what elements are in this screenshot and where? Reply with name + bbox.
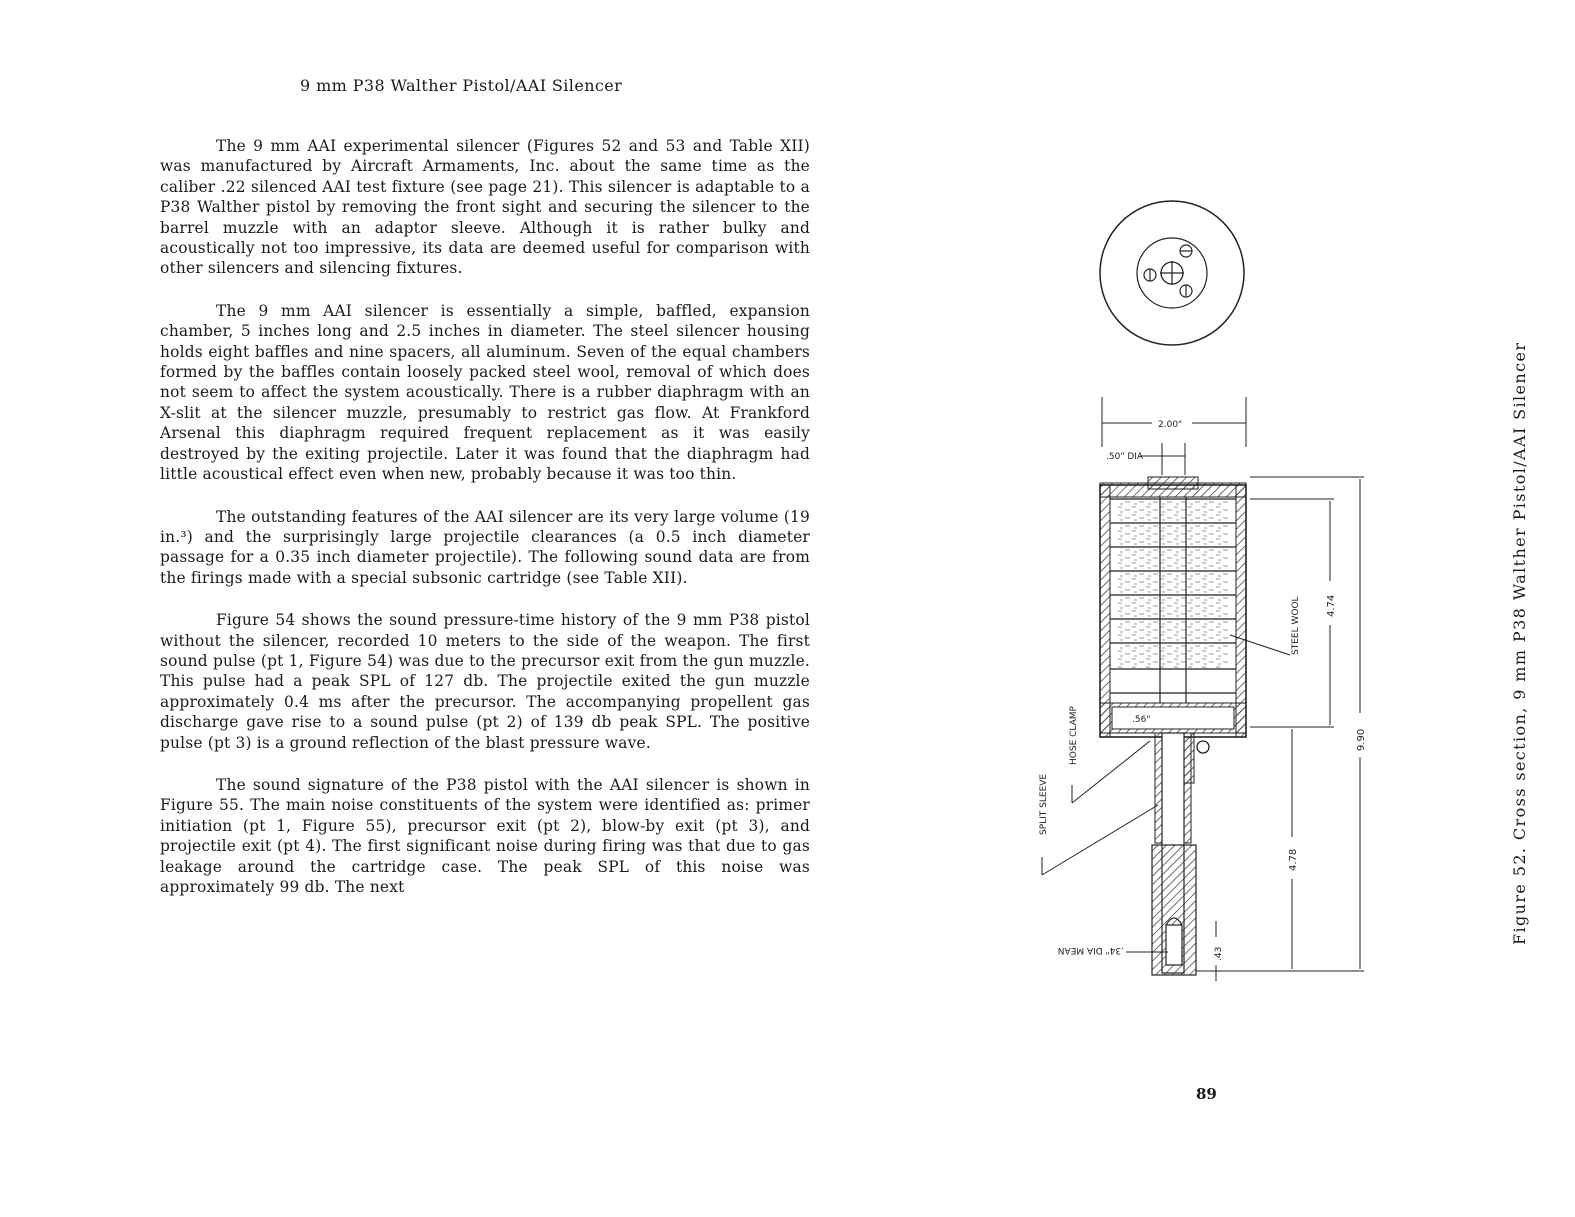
silencer-cross-section-drawing [1020,185,1400,1009]
figure-caption: Figure 52. Cross section, 9 mm P38 Walther Pistol/AAI Silencer [1510,341,1529,945]
top-width-label: 2.00" [1158,420,1183,430]
bore-dia-label: .50" DIA [1106,452,1144,462]
base-dim-label: .43 [1214,946,1224,961]
height-lower-label: 4.78 [1288,848,1299,871]
hose-clamp-label: HOSE CLAMP [1069,706,1079,765]
body-text [160,136,810,919]
end-view [1100,201,1244,345]
paragraph-silenced-signature: The sound signature of the P38 pistol with the AAI silencer is shown in Figure 55. The main noise constituents of the system were identified as: primer initiation (pt 1, Figure 55), precursor exit (pt 2), blow-by exit (pt 3), and projectile exit (pt 4). The first significant noise during firing was that due to gas leakage around the cartridge case. The peak SPL of this noise was approximately 99 db. The next [160,775,810,896]
page-title: 9 mm P38 Walther Pistol/AAI Silencer [300,76,623,95]
paragraph-intro: The 9 mm AAI experimental silencer (Figures 52 and 53 and Table XII) was manufactured by Aircraft Armaments, Inc. about the same time as the caliber .22 silenced AAI test fixture (see page 21). This silencer is adaptable to a P38 Walther pistol by removing the front sight and securing the silencer to the barrel muzzle with an adaptor sleeve. Although it is rather bulky and acoustically not too impressive, its data are deemed useful for comparison with other silencers and silencing fixtures. [160,137,810,278]
page-number: 89 [1196,1085,1217,1103]
height-upper-label: 4.74 [1326,594,1337,617]
paragraph-unsilenced-signature: Figure 54 shows the sound pressure-time history of the 9 mm P38 pistol without the silencer, recorded 10 meters to the side of the weapon. The first sound pulse (pt 1, Figure 54) was due to the precursor exit from the gun muzzle. This pulse had a peak SPL of 127 db. The projectile exited the gun muzzle approximately 0.4 ms after the precursor. The accompanying propellent gas discharge gave rise to a sound pulse (pt 2) of 139 db peak SPL. The positive pulse (pt 3) is a ground reflection of the blast pressure wave. [160,611,810,752]
top-width-dimension [1102,397,1246,475]
paragraph-features: The outstanding features of the AAI silencer are its very large volume (19 in.³) and the surprisingly large projectile clearances (a 0.5 inch diameter passage for a 0.35 inch diameter projectile). The following sound data are from the firings made with a special subsonic cartridge (see Table XII). [160,507,810,587]
barrel-and-sleeve [1152,733,1209,975]
muzzle-dia-label: .34" DIA MEAN [1057,945,1124,955]
steel-wool-label: STEEL WOOL [1291,596,1301,655]
split-sleeve-label: SPLIT SLEEVE [1039,773,1049,835]
height-total-label: 9.90 [1356,728,1367,751]
inner-gap-label: .56" [1132,715,1151,725]
paragraph-construction: The 9 mm AAI silencer is essentially a simple, baffled, expansion chamber, 5 inches long and 2.5 inches in diameter. The steel silencer housing holds eight baffles and nine spacers, all aluminum. Seven of the equal chambers formed by the baffles contain loosely packed steel wool, removal of which does not seem to affect the system acoustically. There is a rubber diaphragm with an X-slit at the silencer muzzle, presumably to restrict gas flow. At Frankford Arsenal this diaphragm required frequent replacement as it was easily destroyed by the exiting projectile. Later it was found that the diaphragm had little acoustical effect even when new, probably because it was too thin. [160,301,810,484]
split-sleeve-callout [1039,774,1158,875]
silencer-body [1100,477,1246,737]
